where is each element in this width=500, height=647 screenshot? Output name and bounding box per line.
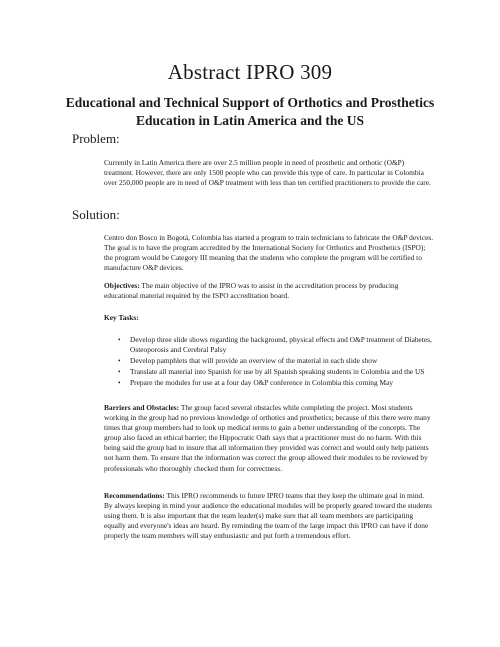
bullet-icon: • — [118, 378, 121, 388]
barriers-text: The group faced several obstacles while completing the project. Most students working in the group had no previous knowledge of orthotics and prosthetics; because of this there were many times that group members had to look up medical terms to gain a better understanding of the concepts. The group also faced an ethical barrier; the Hippocratic Oath says that a practitioner must do no harm. With this being said the group had to insure that all information they provided was correct and would only help patients not harm them. To ensure that the information was correct the group allowed their modules to be reviewed by professionals who thoroughly checked them for correctness. — [104, 403, 431, 473]
barriers-label: Barriers and Obstacles: — [104, 403, 180, 412]
bullet-icon: • — [118, 335, 121, 344]
solution-paragraph: Centro don Bosco in Bogotá, Colombia has started a program to train technicians to fabricate the O&P devices. The goal is to have the program accredited by the International Society for Orthotics and Prosthetics (ISPO); the program would be Category III meaning that the students who complete the program will be certified to manufacture O&P devices. — [104, 233, 434, 273]
key-tasks-list — [104, 335, 434, 389]
recommendations-label: Recommendations: — [104, 491, 165, 500]
list-item: • Translate all material into Spanish for use by all Spanish speaking students in Colombia and the US — [118, 367, 425, 377]
list-item: • Develop pamphlets that will provide an overview of the material in each slide show — [118, 356, 378, 366]
list-item: • Prepare the modules for use at a four day O&P conference in Colombia this coming May — [118, 378, 394, 388]
recommendations-text: This IPRO recommends to future IPRO teams that they keep the ultimate goal in mind. By always keeping in mind your audience the educational modules will be properly geared toward the students using them. It is also important that the team leader(s) make sure that all team members are participating equally and everyone's ideas are heard. By reminding the team of the large impact this IPRO can have if done properly the team members will stay enthusiastic and put forth a tremendous effort. — [104, 491, 432, 541]
document-subtitle: Educational and Technical Support of Orthotics and Prosthetics Education in Latin America and the US — [65, 95, 435, 128]
objectives-label: Objectives: — [104, 281, 140, 290]
key-tasks-label: Key Tasks: — [104, 313, 139, 322]
bullet-icon: • — [118, 367, 121, 377]
bullet-icon: • — [118, 356, 121, 366]
barriers-paragraph — [104, 403, 434, 474]
objectives-text: The main objective of the IPRO was to assist in the accreditation process by producing educational material required by the ISPO accreditation board. — [104, 281, 399, 301]
objectives-paragraph — [104, 281, 434, 301]
list-item: • Develop three slide shows regarding the background, physical effects and O&P treatment of Diabetes, Osteoporosis and Cerebral Palsy — [118, 335, 432, 355]
solution-heading: Solution: — [72, 207, 120, 222]
problem-heading: Problem: — [72, 131, 120, 146]
problem-paragraph: Currently in Latin America there are over 2.5 million people in need of prosthetic and orthotic (O&P) treatment. However, there are only 1500 people who can provide this type of care. In particular in Colombia over 250,000 people are in need of O&P treatment with less than ten certified practitioners to provide the care. — [104, 158, 431, 188]
document-title: Abstract IPRO 309 — [167, 60, 333, 84]
recommendations-paragraph — [104, 491, 434, 541]
